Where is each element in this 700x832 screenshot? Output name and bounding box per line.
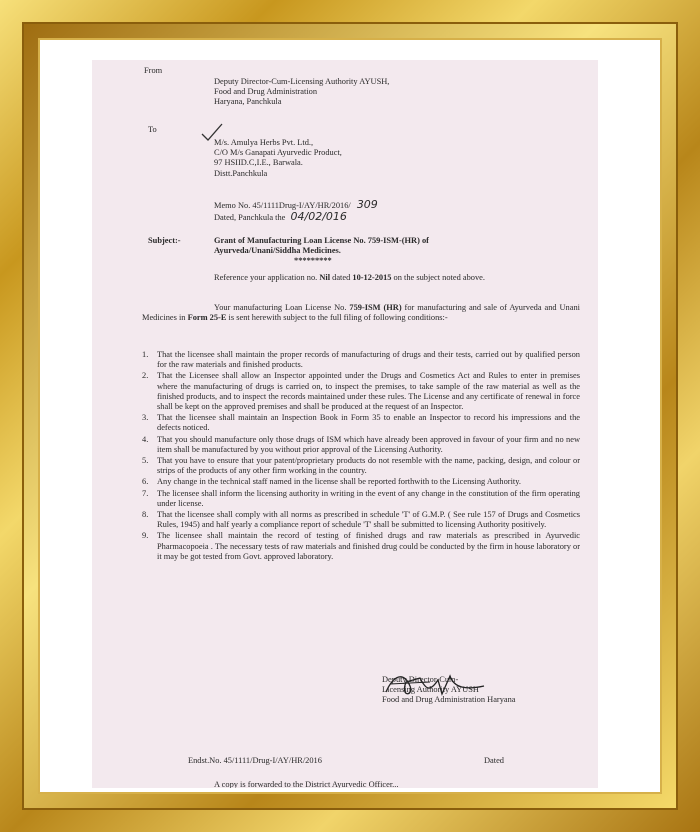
condition-text: That you should manufacture only those drugs of ISM which have already been approved in favour of your firm and no new item shall be manufactured by you without prior approval of the Licensing Authority.: [157, 434, 580, 454]
dated-label: Dated, Panchkula the: [214, 213, 286, 222]
condition-item: [142, 531, 580, 562]
condition-number: 6.: [142, 477, 149, 487]
condition-item: [142, 413, 580, 433]
reference-mid: dated: [330, 273, 353, 282]
condition-number: 4.: [142, 434, 149, 444]
dated-line: [214, 212, 347, 223]
to-line: C/O M/s Ganapati Ayurvedic Product,: [214, 148, 342, 158]
signature-line: Food and Drug Administration Haryana: [382, 695, 516, 705]
condition-number: 5.: [142, 456, 149, 466]
condition-item: [142, 489, 580, 509]
condition-text: The licensee shall maintain the record of testing of finished drugs and raw materials as prescribed in Ayurvedic Pharmacopoeia . The necessary tests of raw materials and finished drug could be conducted by the firm in house laboratory or it may be got tested from Govt. approved laboratory.: [157, 531, 580, 561]
condition-number: 1.: [142, 350, 149, 359]
endorsement-dated: Dated: [484, 756, 504, 765]
from-line: Food and Drug Administration: [214, 87, 318, 97]
condition-number: 8.: [142, 510, 149, 520]
memo-handwritten-number: 309: [356, 198, 378, 211]
intro-part: is sent herewith subject to the full filing of following conditions:-: [226, 313, 448, 323]
condition-item: [142, 371, 580, 412]
condition-item: [142, 510, 580, 530]
condition-item: [142, 456, 580, 476]
memo-number: Memo No. 45/1111Drug-I/AY/HR/2016/: [214, 201, 351, 210]
to-label: To: [148, 125, 157, 134]
reference-post: on the subject noted above.: [391, 273, 485, 282]
dated-handwritten: 04/02/016: [290, 210, 347, 223]
signature-line: Licensing Authority AYUSH: [382, 685, 479, 695]
intro-form: Form 25-E: [187, 313, 227, 323]
to-line: M/s. Amulya Herbs Pvt. Ltd.,: [214, 138, 314, 147]
footer-cut-text: A copy is forwarded to the District Ayurvedic Officer...: [214, 780, 399, 788]
reference-line: [214, 273, 485, 283]
condition-text: The licensee shall inform the licensing authority in writing in the event of any change in the constitution of the firm operating under license.: [157, 488, 580, 508]
from-line: Haryana, Panchkula: [214, 97, 282, 107]
reference-date: 10-12-2015: [352, 273, 392, 282]
to-address: [214, 138, 342, 179]
intro-license: 759-ISM (HR): [349, 303, 402, 312]
intro-part: Your manufacturing Loan License No.: [214, 303, 350, 312]
from-address: [214, 77, 389, 108]
condition-number: 7.: [142, 488, 149, 498]
condition-number: 9.: [142, 531, 149, 541]
condition-text: That the licensee shall maintain the proper records of manufacturing of drugs and their tests, carried out by qualified person for the raw materials and finished products.: [157, 350, 580, 370]
condition-text: That the licensee shall maintain an Inspection Book in Form 35 to enable an Inspector to record his impressions and the defects noticed.: [157, 413, 580, 433]
subject-label: Subject:-: [148, 236, 181, 245]
conditions-list: [142, 350, 580, 563]
condition-text: That the licensee shall comply with all norms as prescribed in schedule 'T' of G.M.P. ( See rule 157 of Drugs and Cosmetics Rules, 1945) and half yearly a compliance report of schedule 'T' shall be submitted to licensing Authority positively.: [157, 510, 580, 530]
reference-pre: Reference your application no.: [214, 273, 320, 282]
condition-item: [142, 350, 580, 370]
signature-line: Deputy Director-Cum-: [382, 675, 459, 684]
subject-stars: *********: [294, 256, 332, 266]
condition-number: 3.: [142, 413, 149, 423]
subject-line: Grant of Manufacturing Loan License No. 759-ISM-(HR) of: [214, 236, 429, 245]
subject-text: [214, 236, 429, 267]
condition-item: [142, 435, 580, 455]
intro-paragraph: [142, 303, 580, 323]
license-letter: [92, 60, 598, 788]
from-label: From: [144, 66, 163, 75]
condition-number: 2.: [142, 371, 149, 381]
subject-line: Ayurveda/Unani/Siddha Medicines.: [214, 246, 341, 256]
condition-text: Any change in the technical staff named in the license shall be reported forthwith to the Licensing Authority.: [157, 477, 521, 487]
to-line: 97 HSIID.C,I.E., Barwala.: [214, 158, 303, 168]
reference-nil: Nil: [319, 273, 331, 282]
intro-part: for manufacturing and sale of Ayurveda and Unani Medicines in: [142, 303, 580, 323]
condition-item: [142, 477, 580, 487]
endorsement-number: Endst.No. 45/1111/Drug-I/AY/HR/2016: [188, 756, 322, 765]
from-line: Deputy Director-Cum-Licensing Authority AYUSH,: [214, 77, 390, 86]
to-line: Distt.Panchkula: [214, 168, 268, 178]
condition-text: That you have to ensure that your patent/proprietary products do not resemble with the name, packing, design, and colour or strips of the products of any other firm working in the country.: [157, 456, 580, 476]
condition-text: That the Licensee shall allow an Inspector appointed under the Drugs and Cosmetics Act and Rules to enter in premises where the manufacturing of drugs is carried on, to inspect the premises, to take sample of the raw material as well as the finished products, and to inspect the records maintained under these rules. The License and any certificate of renewal in force shall be kept on the approved premises and shall be produced at the request of an Inspector.: [157, 371, 580, 412]
signature-block: [382, 675, 516, 706]
